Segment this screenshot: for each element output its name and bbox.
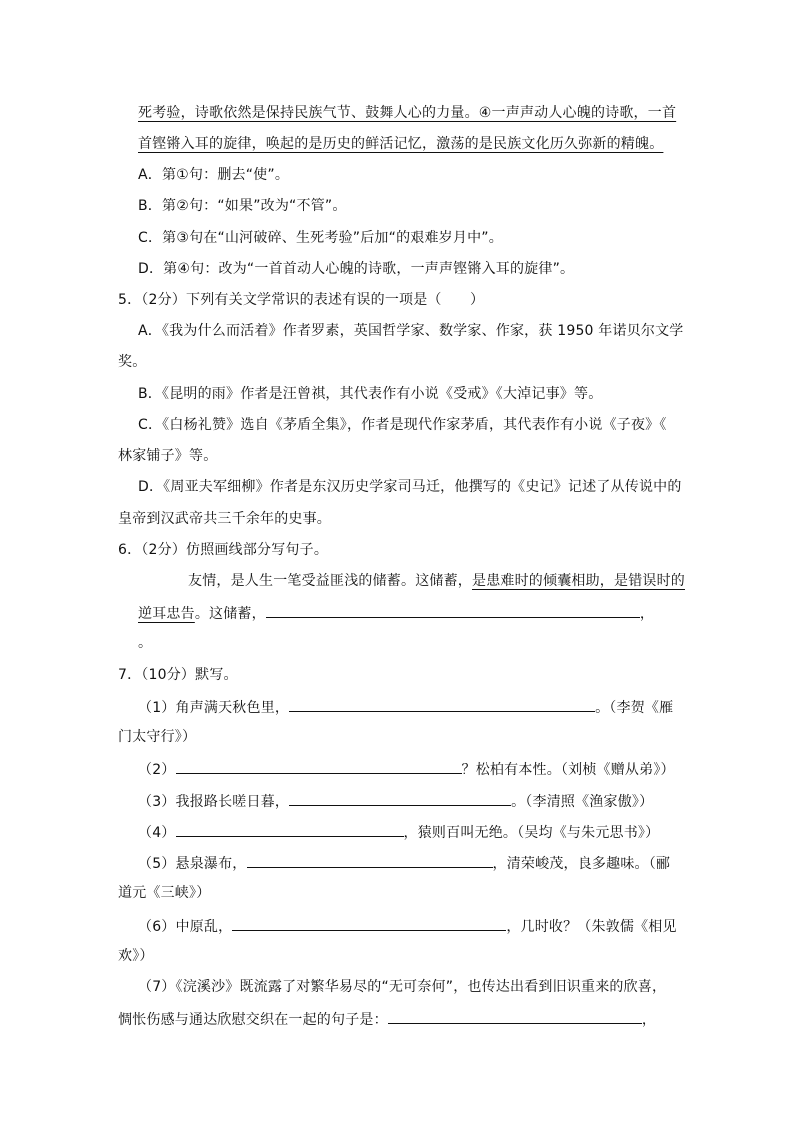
q4-option-c: C．第③句在“山河破碎、生死考验”后加“的艰难岁月中”。 [138, 230, 503, 246]
q7-item-2 [138, 758, 675, 780]
q4-option-b: B．第②句：“如果”改为“不管”。 [138, 198, 347, 214]
q7-item-5-source: ，清荣峻茂，良多趣味。（郦 [492, 856, 671, 872]
q7-item-3-source: 。（李清照《渔家傲》） [511, 794, 654, 810]
q6-prompt-text-2: 。这储蓄， [194, 606, 266, 622]
q7-item-4 [138, 821, 659, 843]
q7-stem: 7．（10分）默写。 [118, 667, 238, 683]
q5-option-d: D．《周亚夫军细柳》作者是东汉历史学家司马迁，他撰写的《史记》记述了从传说中的 [138, 479, 682, 495]
q7-item-4-source: ，猿则百叫无绝。（吴均《与朱元思书》） [403, 825, 660, 841]
q7-item-1-text: （1）角声满天秋色里， [138, 700, 290, 716]
q6-prompt-line-3: 。 [138, 635, 153, 651]
q5-option-d-cont: 皇帝到汉武帝共三千余年的史事。 [118, 511, 331, 527]
q5-option-a: A．《我为什么而活着》作者罗素，英国哲学家、数学家、作家，获 1950 年诺贝尔文学 [138, 323, 684, 339]
q4-passage-line-2: 首铿锵入耳的旋律，唤起的是历史的鲜活记忆，激荡的是民族文化历久弥新的精魄。 [138, 136, 664, 152]
q6-comma: ， [639, 606, 655, 622]
q7-item-2-text: （2） [138, 762, 176, 778]
q6-underlined-text: 是患难时的倾囊相助，是错误时的 [472, 573, 685, 589]
q7-item-4-text: （4） [138, 825, 176, 841]
q7-item-7: （7）《浣溪沙》既流露了对繁华易尽的“无可奈何”，也传达出看到旧识重来的欣喜， [138, 979, 667, 995]
q7-item-5-text: （5）悬泉瀑布， [138, 856, 247, 872]
q7-item-7-blank[interactable] [388, 1008, 642, 1024]
q5-stem: 5．（2分）下列有关文学常识的表述有误的一项是（ ） [118, 292, 485, 308]
q5-option-c: C．《白杨礼赞》选自《茅盾全集》，作者是现代作家茅盾，其代表作有小说《子夜》《 [138, 417, 667, 433]
q6-prompt-line-1 [188, 571, 685, 591]
q4-option-a: A．第①句：删去“使”。 [138, 167, 290, 183]
q7-item-6-cont: 欢》） [118, 948, 154, 964]
q6-underlined-text-end: 逆耳忠告 [138, 606, 195, 622]
q7-item-1-source: 。（李贺《雁 [595, 700, 674, 716]
q6-answer-blank[interactable] [266, 602, 640, 618]
q6-prompt-line-2 [138, 602, 654, 624]
q7-item-3 [138, 790, 653, 812]
q4-option-d: D．第④句：改为“一首首动人心魄的诗歌，一声声铿锵入耳的旋律”。 [138, 261, 575, 277]
q7-item-6-source: ，几时收？（朱敦儒《相见 [506, 919, 677, 935]
q7-item-1-blank[interactable] [289, 696, 595, 712]
q7-item-3-text: （3）我报路长嗟日暮， [138, 794, 290, 810]
q5-option-b: B．《昆明的雨》作者是汪曾祺，其代表作有小说《受戒》《大淖记事》等。 [138, 386, 603, 402]
q7-item-1 [138, 696, 673, 718]
q6-prompt-text: 友情，是人生一笔受益匪浅的储蓄。这储蓄， [188, 573, 472, 589]
q7-item-1-cont: 门太守行》） [118, 729, 197, 745]
q7-item-5-cont: 道元《三峡》） [118, 885, 211, 901]
q7-item-2-blank[interactable] [176, 758, 462, 774]
q7-item-3-blank[interactable] [289, 790, 511, 806]
q7-item-6-blank[interactable] [232, 915, 506, 931]
q7-item-7-cont [118, 1008, 656, 1030]
q5-option-c-cont: 林家铺子》等。 [118, 448, 218, 464]
q7-item-7-comma: ， [641, 1012, 657, 1028]
q7-item-6-text: （6）中原乱， [138, 919, 233, 935]
q7-item-2-source: ？松柏有本性。（刘桢《赠从弟》） [461, 762, 675, 778]
q4-passage-line-1: 死考验，诗歌依然是保持民族气节、鼓舞人心的力量。④一声声动人心魄的诗歌，一首 [138, 105, 677, 121]
q7-item-5 [138, 852, 670, 874]
q7-item-7-text: 惆怅伤感与通达欣慰交织在一起的句子是： [118, 1012, 388, 1028]
q5-option-a-cont: 奖。 [118, 354, 147, 370]
q7-item-4-blank[interactable] [176, 821, 404, 837]
q6-stem: 6．（2分）仿照画线部分写句子。 [118, 542, 329, 558]
q7-item-6 [138, 915, 677, 937]
q7-item-5-blank[interactable] [247, 852, 493, 868]
